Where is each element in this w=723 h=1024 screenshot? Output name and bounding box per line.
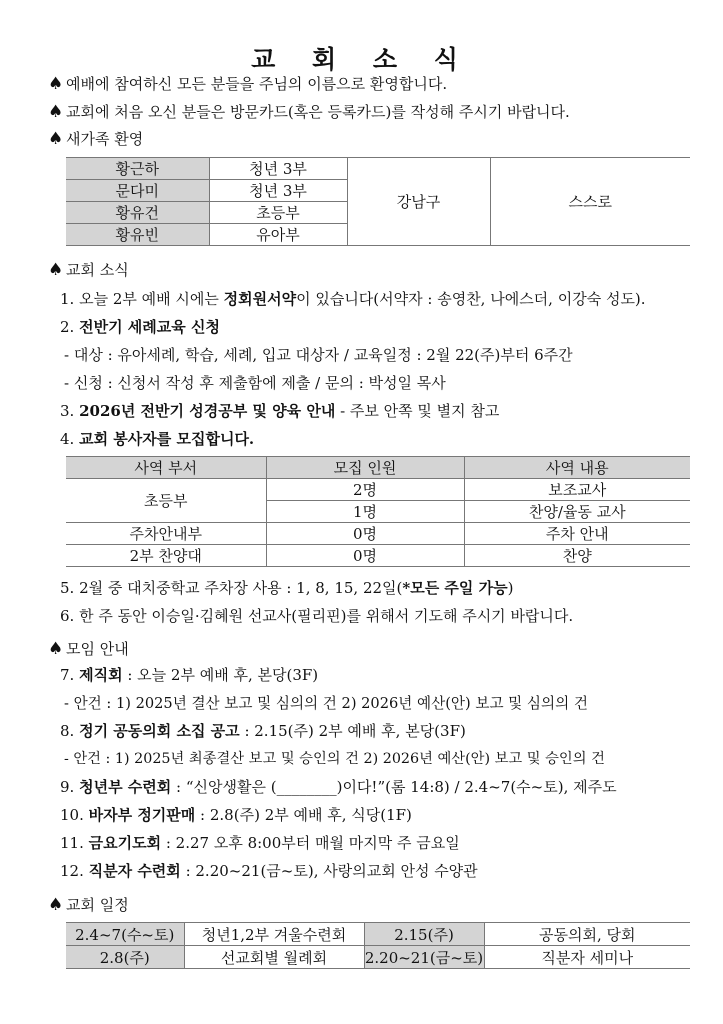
meeting-item-10: 10. 바자부 정기판매 : 2.8(주) 2부 예배 후, 식당(1F) <box>60 806 412 824</box>
newfamily-name: 황유건 <box>66 202 209 224</box>
news-item-3: 3. 2026년 전반기 성경공부 및 양육 안내 - 주보 안쪽 및 별지 참고 <box>60 402 500 420</box>
newfamily-dept: 청년 3부 <box>209 158 347 180</box>
volunteer-dept: 2부 찬양대 <box>66 545 266 567</box>
meeting-item-12: 12. 직분자 수련회 : 2.20~21(금~토), 사랑의교회 안성 수양관 <box>60 862 478 880</box>
newfamily-referral: 스스로 <box>490 158 690 246</box>
table-row <box>66 479 690 501</box>
meeting-item-8: 8. 정기 공동의회 소집 공고 : 2.15(주) 2부 예배 후, 본당(3F) <box>60 722 466 740</box>
table-row <box>66 523 690 545</box>
volunteer-count: 0명 <box>266 523 464 545</box>
meeting-item-11: 11. 금요기도회 : 2.27 오후 8:00부터 매월 마지막 주 금요일 <box>60 834 460 852</box>
volunteer-task: 주차 안내 <box>464 523 690 545</box>
newfamily-dept: 유아부 <box>209 224 347 246</box>
intro-welcome: ♠ 예배에 참여하신 모든 분들을 주님의 이름으로 환영합니다. <box>48 74 448 94</box>
spade-icon: ♠ <box>48 639 64 659</box>
schedule-date: 2.8(주) <box>66 946 184 969</box>
news-item-2-target: - 대상 : 유아세례, 학습, 세례, 입교 대상자 / 교육일정 : 2월 22(주)부터 6주간 <box>64 346 573 364</box>
newfamily-dept: 초등부 <box>209 202 347 224</box>
newfamily-dept: 청년 3부 <box>209 180 347 202</box>
table-row <box>66 923 690 946</box>
news-item-6: 6. 한 주 동안 이승일·김혜원 선교사(필리핀)를 위해서 기도해 주시기 바랍니다. <box>60 607 574 625</box>
newfamily-name: 황유빈 <box>66 224 209 246</box>
schedule-event: 청년1,2부 겨울수련회 <box>184 923 364 946</box>
spade-icon: ♠ <box>48 260 64 280</box>
meeting-item-7-agenda: - 안건 : 1) 2025년 결산 보고 및 심의의 건 2) 2026년 예산(안) 보고 및 심의의 건 <box>64 695 588 712</box>
column-header: 사역 내용 <box>464 457 690 479</box>
spade-icon: ♠ <box>48 102 64 122</box>
table-header-row <box>66 457 690 479</box>
newfamily-name: 문다미 <box>66 180 209 202</box>
meeting-item-7: 7. 제직회 : 오늘 2부 예배 후, 본당(3F) <box>60 666 319 684</box>
table-row <box>66 158 690 180</box>
news-item-2: 2. 전반기 세례교육 신청 <box>60 318 220 336</box>
volunteer-count: 2명 <box>266 479 464 501</box>
schedule-event: 공동의회, 당회 <box>484 923 690 946</box>
table-row <box>66 545 690 567</box>
news-item-1: 1. 오늘 2부 예배 시에는 정회원서약이 있습니다(서약자 : 송영찬, 나에스더, 이강숙 성도). <box>60 290 646 308</box>
schedule-event: 선교회별 월례회 <box>184 946 364 969</box>
spade-icon: ♠ <box>48 74 64 94</box>
spade-icon: ♠ <box>48 895 64 915</box>
newfamily-table <box>66 157 690 246</box>
section-schedule: ♠ 교회 일정 <box>48 895 129 915</box>
newfamily-name: 황근하 <box>66 158 209 180</box>
schedule-date: 2.4~7(수~토) <box>66 923 184 946</box>
intro-visitor-card: ♠ 교회에 처음 오신 분들은 방문카드(혹은 등록카드)를 작성해 주시기 바랍니다. <box>48 102 570 122</box>
section-news: ♠ 교회 소식 <box>48 260 129 280</box>
meeting-item-9: 9. 청년부 수련회 : “신앙생활은 (________)이다!”(롬 14:8) / 2.4~7(수~토), 제주도 <box>60 778 617 796</box>
volunteer-task: 찬양/율동 교사 <box>464 501 690 523</box>
volunteer-task: 찬양 <box>464 545 690 567</box>
volunteer-count: 0명 <box>266 545 464 567</box>
section-newfamily: ♠ 새가족 환영 <box>48 129 144 149</box>
news-item-4: 4. 교회 봉사자를 모집합니다. <box>60 430 255 448</box>
schedule-date: 2.20~21(금~토) <box>364 946 484 969</box>
volunteer-table <box>66 456 690 567</box>
volunteer-count: 1명 <box>266 501 464 523</box>
news-item-2-apply: - 신청 : 신청서 작성 후 제출함에 제출 / 문의 : 박성일 목사 <box>64 374 446 392</box>
schedule-event: 직분자 세미나 <box>484 946 690 969</box>
volunteer-task: 보조교사 <box>464 479 690 501</box>
news-item-5: 5. 2월 중 대치중학교 주차장 사용 : 1, 8, 15, 22일(*모든 주일 가능) <box>60 579 514 597</box>
table-row <box>66 946 690 969</box>
column-header: 모집 인원 <box>266 457 464 479</box>
spade-icon: ♠ <box>48 129 64 149</box>
column-header: 사역 부서 <box>66 457 266 479</box>
section-meetings: ♠ 모임 안내 <box>48 639 129 659</box>
schedule-date: 2.15(주) <box>364 923 484 946</box>
schedule-table <box>66 922 690 969</box>
volunteer-dept: 초등부 <box>66 479 266 523</box>
newfamily-region: 강남구 <box>347 158 490 246</box>
page-title: 교 회 소 식 <box>251 45 472 74</box>
volunteer-dept: 주차안내부 <box>66 523 266 545</box>
meeting-item-8-agenda: - 안건 : 1) 2025년 최종결산 보고 및 승인의 건 2) 2026년 예산(안) 보고 및 승인의 건 <box>64 751 605 767</box>
